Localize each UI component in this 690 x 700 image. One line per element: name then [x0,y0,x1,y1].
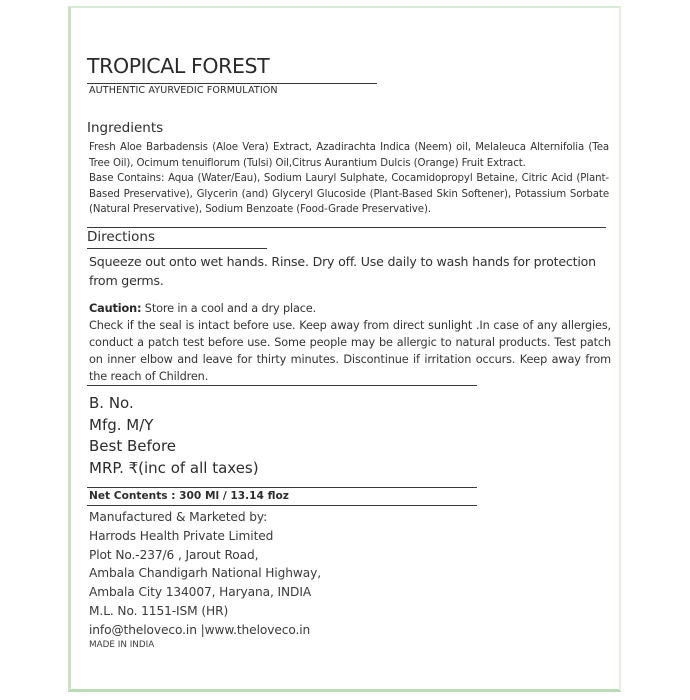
manufacturer-address-2: Ambala Chandigarh National Highway, [89,566,321,581]
caution-first-line [89,300,611,317]
product-subtitle: AUTHENTIC AYURVEDIC FORMULATION [89,85,278,96]
batch-number: B. No. [89,394,134,412]
manufacturer-label: Manufactured & Marketed by: [89,510,268,524]
caution-storage: Store in a cool and a dry place. [141,302,317,315]
ingredients-base: Base Contains: Aqua (Water/Eau), Sodium Lauryl Sulphate, Cocamidopropyl Betaine, Citric Acid (Plant-Based Preservative), Glycerin (and) Glyceryl Glucoside (Plant-Based Skin Softener), Potassium Sorbate (Natural Preservative), Sodium Benzoate (Food-Grade Preservative). [89,173,609,215]
caution-label: Caution: [89,302,142,315]
manufacturer-address-1: Plot No.-237/6 , Jarout Road, [89,547,259,562]
title-underline [87,83,377,84]
manufacturing-date: Mfg. M/Y [89,415,154,434]
manufacturer-address-3: Ambala City 134007, Haryana, INDIA [89,585,312,600]
directions-text: Squeeze out onto wet hands. Rinse. Dry off. Use daily to wash hands for protection from germs. [89,254,596,288]
made-in-india: MADE IN INDIA [89,640,155,650]
ingredients-actives: Fresh Aloe Barbadensis (Aloe Vera) Extract, Azadirachta Indica (Neem) oil, Melaleuca Alternifolia (Tea Tree Oil), Ocimum tenuiflorum (Tulsi) Oil,Citrus Aurantium Dulcis (Orange) Fruit Extract. [89,142,609,169]
batch-divider [87,487,477,488]
net-contents-divider [87,505,477,506]
batch-info [89,393,259,479]
ingredients-list [89,140,609,218]
manufacturer-name: Harrods Health Private Limited [89,528,274,543]
product-label [68,6,621,692]
directions-heading: Directions [87,229,156,245]
manufacturer-contact: info@theloveco.in |www.theloveco.in [89,622,311,637]
directions-divider [87,248,267,249]
manufacturer-block [89,508,321,640]
manufacturer-license: M.L. No. 1151-ISM (HR) [89,603,229,618]
best-before: Best Before [89,437,177,455]
product-title: TROPICAL FOREST [87,54,270,78]
caution-divider [87,385,477,386]
ingredients-divider [87,227,606,228]
ingredients-heading: Ingredients [87,120,164,136]
caution-body: Check if the seal is intact before use. Keep away from direct sunlight .In case of any allergies, conduct a patch test before use. Some people may be allergic to natural products. Test patch on inner elbow and leave for thirty minutes. Discontinue if irritation occurs. Keep away from the reach of Children. [89,319,611,383]
mrp: MRP. ₹(inc of all taxes) [89,458,259,477]
caution-block [89,300,611,385]
net-contents: Net Contents : 300 Ml / 13.14 floz [89,490,289,502]
